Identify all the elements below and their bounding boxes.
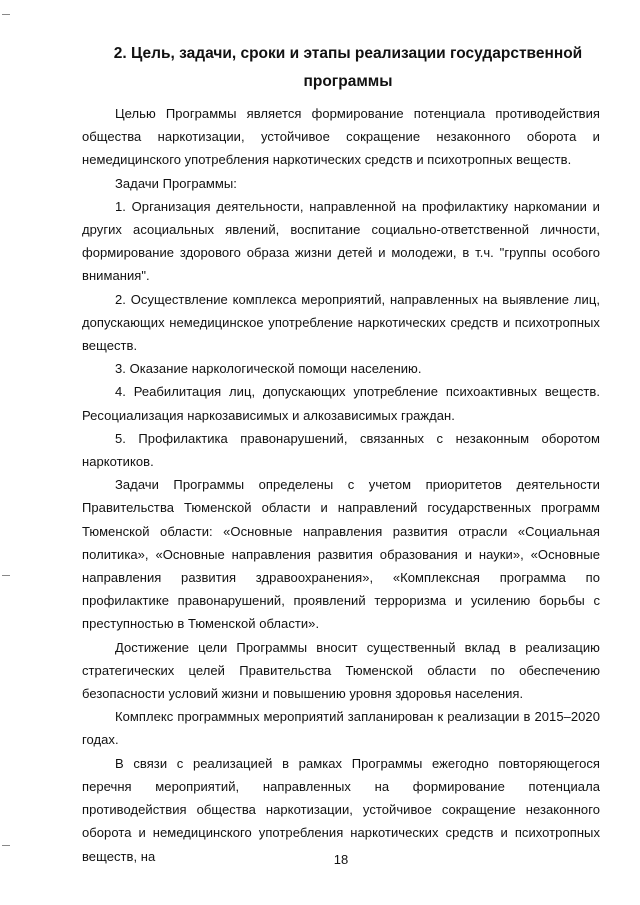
list-item-task-5: 5. Профилактика правонарушений, связанных с незаконным оборотом наркотиков.	[82, 430, 600, 470]
section-heading	[82, 40, 600, 96]
paragraph-priorities: Задачи Программы определены с учетом приоритетов деятельности Правительства Тюменской области и направлений государственных программ Тюменской области: «Основные направления развития отрасли «Социальная политика», «Основные направления развития образования и науки», «Основные направления развития здравоохранения», «Комплексная программа по профилактике правонарушений, проявлений терроризма и усилению борьбы с преступностью в Тюменской области».	[82, 477, 600, 632]
section-heading-line-1: 2. Цель, задачи, сроки и этапы реализации государственной	[113, 45, 583, 62]
paragraph-annual-measures: В связи с реализацией в рамках Программы ежегодно повторяющегося перечня мероприятий, направленных на формирование потенциала противодействия общества наркотизации, устойчивое сокращение незаконного оборота и немедицинского употребления наркотических средств и психотропных веществ, на	[82, 755, 600, 864]
scan-edge-mark	[2, 575, 10, 576]
scan-edge-mark	[2, 14, 10, 15]
paragraph-contribution: Достижение цели Программы вносит существенный вклад в реализацию стратегических целей Правительства Тюменской области по обеспечению безопасности условий жизни и повышению уровня здоровья населения.	[82, 639, 600, 702]
section-heading-line-2: программы	[303, 73, 393, 90]
list-item-task-1: 1. Организация деятельности, направленной на профилактику наркомании и других асоциальных явлений, воспитание социально-ответственной личности, формирование здорового образа жизни детей и молодежи, в т.ч. "группы особого внимания".	[82, 198, 600, 284]
list-item-task-2: 2. Осуществление комплекса мероприятий, направленных на выявление лиц, допускающих немедицинское употребление наркотических средств и психотропных веществ.	[82, 291, 600, 354]
paragraph-timeline: Комплекс программных мероприятий запланирован к реализации в 2015–2020 годах.	[82, 709, 600, 748]
list-item-task-3: 3. Оказание наркологической помощи населению.	[115, 361, 422, 377]
paragraph-goal: Целью Программы является формирование потенциала противодействия общества наркотизации, устойчивое сокращение незаконного оборота и немедицинского употребления наркотических средств и психотропных веществ.	[82, 106, 600, 168]
paragraph-tasks-intro: Задачи Программы:	[115, 175, 237, 191]
list-item-task-4: 4. Реабилитация лиц, допускающих употребление психоактивных веществ. Ресоциализация наркозависимых и алкозависимых граждан.	[82, 384, 600, 423]
scan-edge-mark	[2, 845, 10, 846]
page-number: 18	[333, 852, 349, 867]
